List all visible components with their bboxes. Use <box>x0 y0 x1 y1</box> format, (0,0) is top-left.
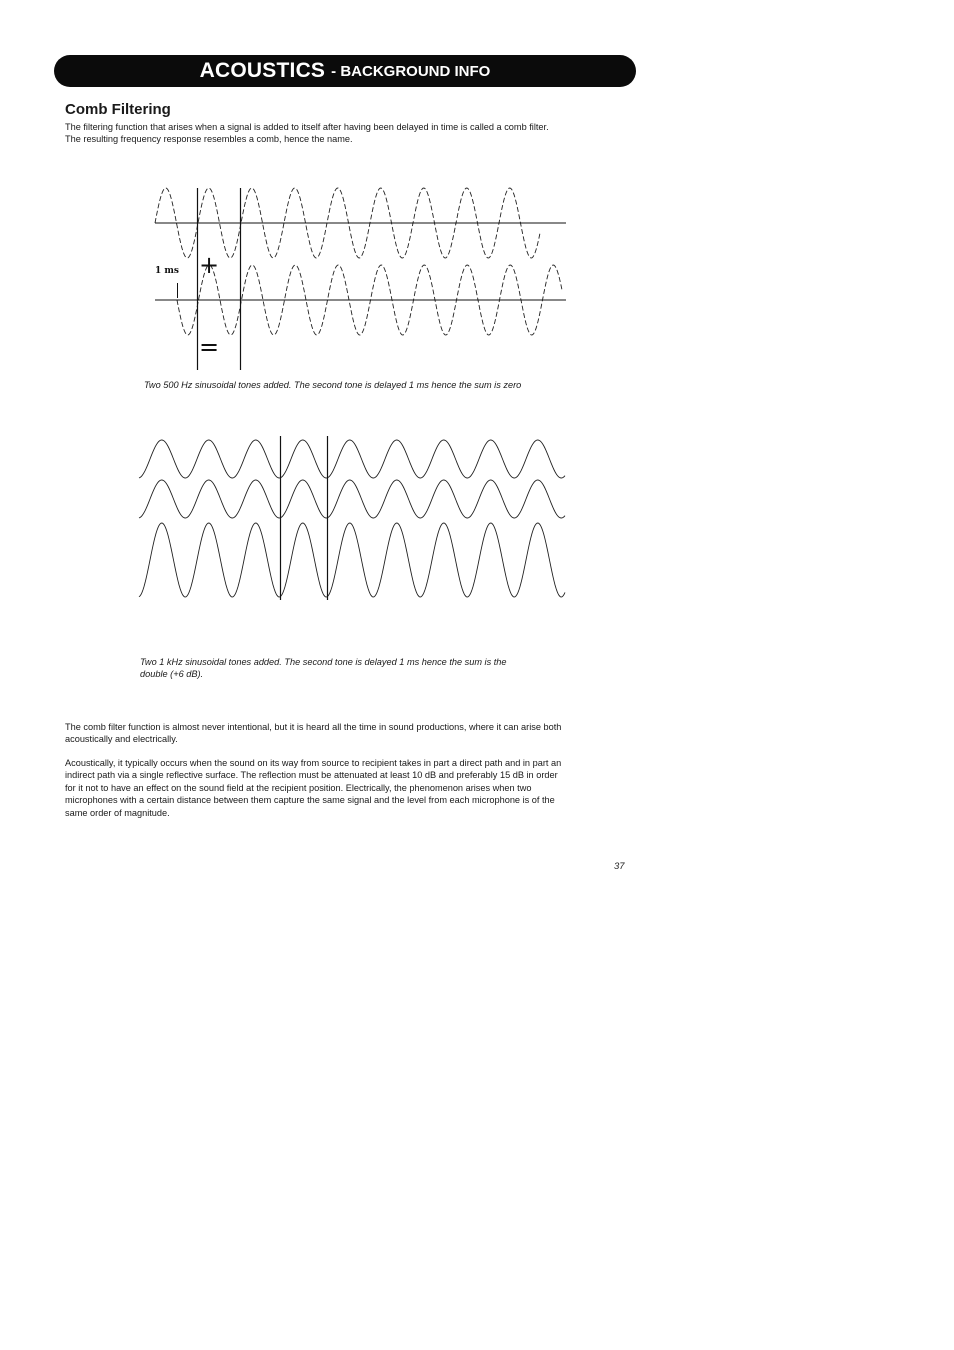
figure2-caption-line: double (+6 dB). <box>140 669 204 679</box>
body-line: indirect path via a single reflective surface. The reflection must be attenuated at least 10 dB and preferably 15 dB in order <box>65 770 558 781</box>
body-paragraph-1 <box>65 721 635 746</box>
section-banner <box>54 55 636 87</box>
banner-title: ACOUSTICS <box>199 59 326 82</box>
fig1-equals-sign: = <box>199 333 220 361</box>
intro-paragraph <box>65 121 635 146</box>
banner-subtitle: - BACKGROUND INFO <box>331 62 491 80</box>
body-line: for it not to have an effect on the sound field at the recipient position. Electrically, the phenomenon arises when two <box>65 782 532 793</box>
fig1-plus-sign: + <box>199 251 220 279</box>
body-paragraph-2 <box>65 757 635 819</box>
figure-500hz-cancellation <box>150 180 575 375</box>
body-line: same order of magnitude. <box>65 807 170 818</box>
fig2-waves <box>139 440 565 597</box>
figure2-caption-line: Two 1 kHz sinusoidal tones added. The second tone is delayed 1 ms hence the sum is the <box>140 657 507 667</box>
body-line: Acoustically, it typically occurs when the sound on its way from source to recipient takes in part a direct path and in part an <box>65 758 562 768</box>
fig2-wave-original <box>139 440 565 478</box>
intro-line: The resulting frequency response resembles a comb, hence the name. <box>65 134 353 145</box>
fig2-wave-delayed <box>139 480 565 518</box>
fig2-wave-sum <box>139 523 565 597</box>
body-line: microphones with a certain distance between them capture the same signal and the level from each microphone is of the <box>65 795 555 806</box>
figure2-caption <box>140 656 570 680</box>
section-title: Comb Filtering <box>65 101 171 118</box>
page-number: 37 <box>614 861 625 872</box>
body-line: The comb filter function is almost never intentional, but it is heard all the time in sound productions, where it can arise both <box>65 722 562 732</box>
figure1-caption: Two 500 Hz sinusoidal tones added. The second tone is delayed 1 ms hence the sum is zero <box>144 380 522 390</box>
fig1-delay-label: 1 ms <box>155 266 179 276</box>
intro-line: The filtering function that arises when a signal is added to itself after having been delayed in time is called a comb filter. <box>65 122 549 132</box>
figure-1khz-summation <box>136 432 568 604</box>
body-line: acoustically and electrically. <box>65 734 178 745</box>
